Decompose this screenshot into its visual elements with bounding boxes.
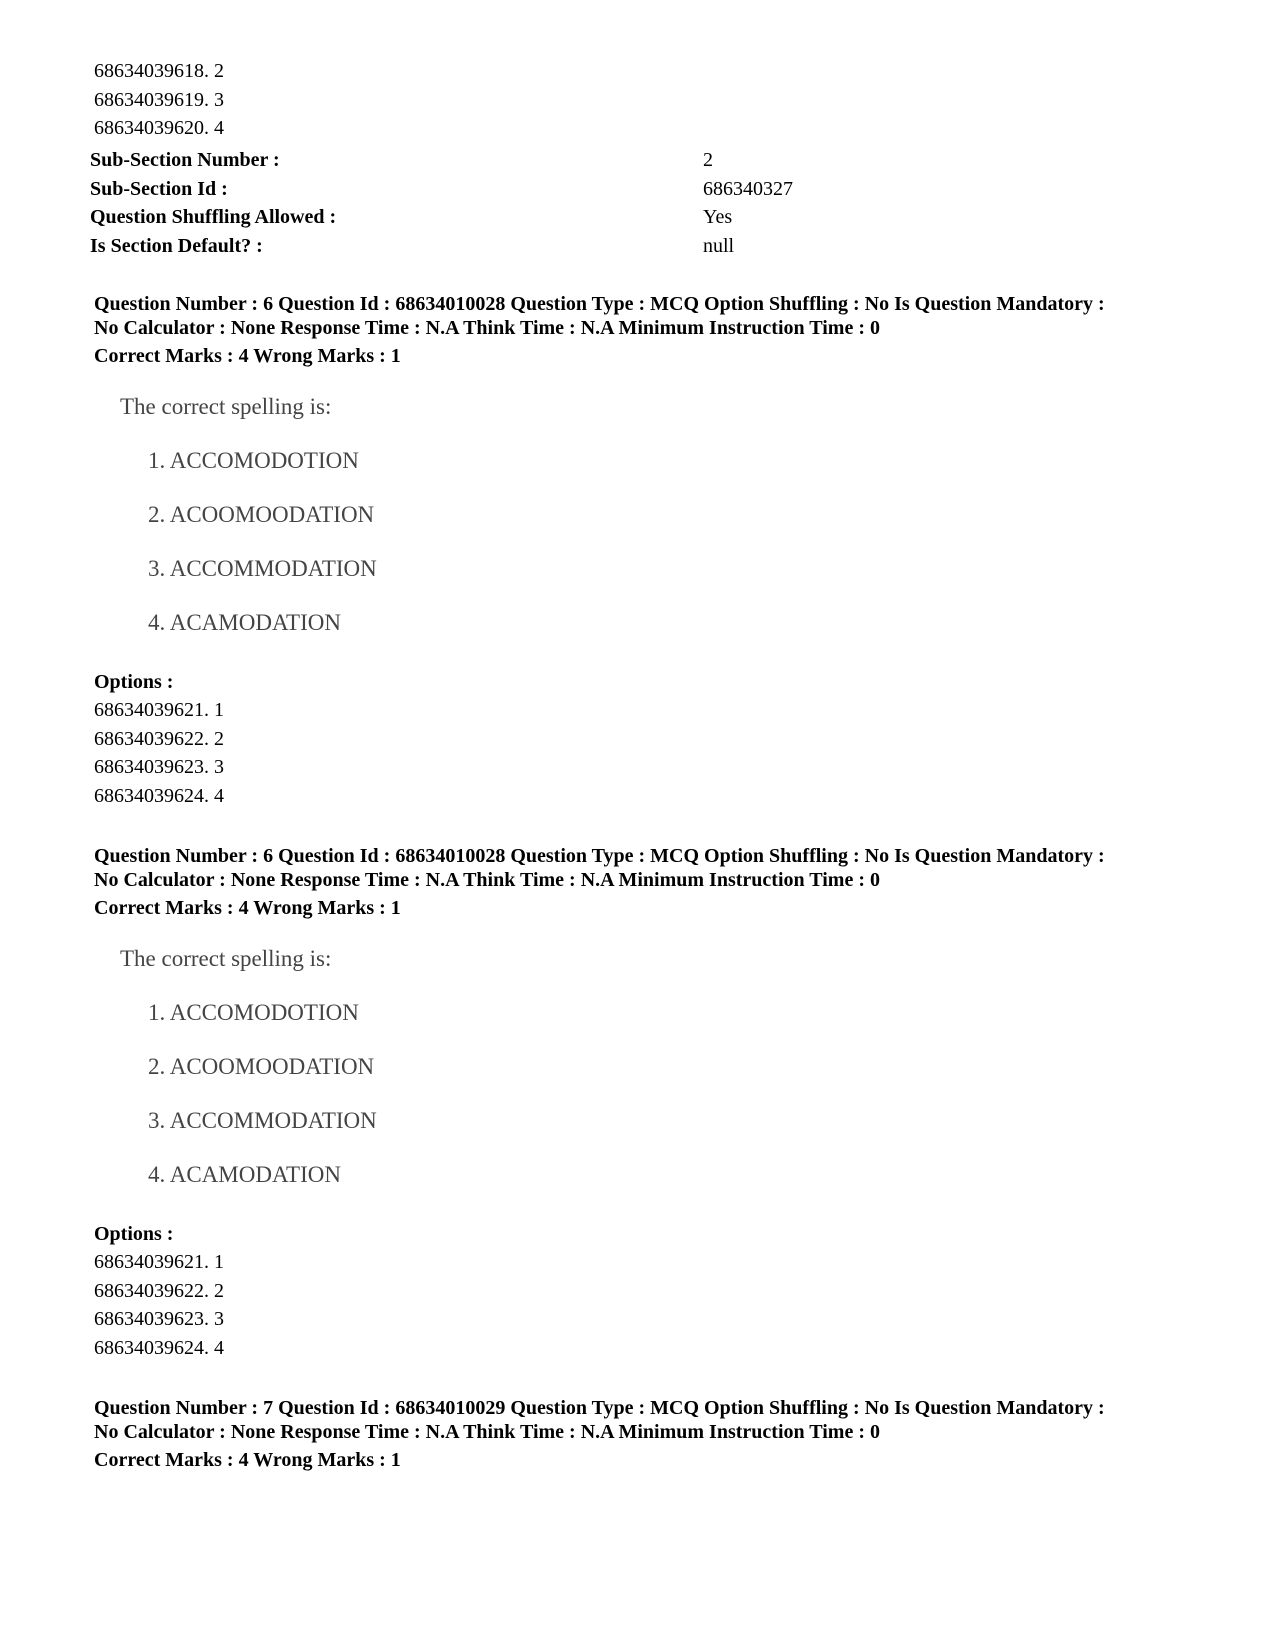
q2-marks: Correct Marks : 4 Wrong Marks : 1 bbox=[94, 897, 401, 919]
q2-options-label: Options : bbox=[94, 1223, 174, 1245]
section-default-label: Is Section Default? : bbox=[90, 235, 263, 257]
q1-choice-2: 2. ACOOMOODATION bbox=[148, 502, 375, 527]
q1-header-line2: No Calculator : None Response Time : N.A Think Time : N.A Minimum Instruction Time : 0 bbox=[94, 317, 880, 339]
q3-header-line1: Question Number : 7 Question Id : 68634010029 Question Type : MCQ Option Shuffling : No Is Question Mandatory : bbox=[94, 1397, 1105, 1419]
q2-choice-3: 3. ACCOMMODATION bbox=[148, 1108, 377, 1133]
q2-header-line2: No Calculator : None Response Time : N.A Think Time : N.A Minimum Instruction Time : 0 bbox=[94, 869, 880, 891]
q2-option-id-4: 68634039624. 4 bbox=[94, 1337, 224, 1359]
prev-option-3: 68634039620. 4 bbox=[94, 117, 224, 139]
q1-option-id-1: 68634039621. 1 bbox=[94, 699, 224, 721]
q1-choice-3: 3. ACCOMMODATION bbox=[148, 556, 377, 581]
q1-option-id-3: 68634039623. 3 bbox=[94, 756, 224, 778]
q2-option-id-1: 68634039621. 1 bbox=[94, 1251, 224, 1273]
q3-marks: Correct Marks : 4 Wrong Marks : 1 bbox=[94, 1449, 401, 1471]
q1-option-id-4: 68634039624. 4 bbox=[94, 785, 224, 807]
subsection-number-label: Sub-Section Number : bbox=[90, 149, 280, 171]
q1-marks: Correct Marks : 4 Wrong Marks : 1 bbox=[94, 345, 401, 367]
q1-stem: The correct spelling is: bbox=[120, 394, 332, 419]
q2-header-line1: Question Number : 6 Question Id : 68634010028 Question Type : MCQ Option Shuffling : No Is Question Mandatory : bbox=[94, 845, 1105, 867]
q1-question-image bbox=[115, 393, 535, 658]
q2-choice-4: 4. ACAMODATION bbox=[148, 1162, 341, 1187]
q1-choice-4: 4. ACAMODATION bbox=[148, 610, 341, 635]
q2-stem: The correct spelling is: bbox=[120, 946, 332, 971]
prev-option-1: 68634039618. 2 bbox=[94, 60, 224, 82]
q3-header-line2: No Calculator : None Response Time : N.A Think Time : N.A Minimum Instruction Time : 0 bbox=[94, 1421, 880, 1443]
question-shuffling-value: Yes bbox=[703, 206, 733, 228]
q1-header-line1: Question Number : 6 Question Id : 68634010028 Question Type : MCQ Option Shuffling : No Is Question Mandatory : bbox=[94, 293, 1105, 315]
prev-option-2: 68634039619. 3 bbox=[94, 89, 224, 111]
q2-choice-1: 1. ACCOMODOTION bbox=[148, 1000, 359, 1025]
q2-question-image bbox=[115, 945, 535, 1210]
subsection-id-value: 686340327 bbox=[703, 178, 793, 200]
question-shuffling-label: Question Shuffling Allowed : bbox=[90, 206, 337, 228]
q1-choice-1: 1. ACCOMODOTION bbox=[148, 448, 359, 473]
subsection-id-label: Sub-Section Id : bbox=[90, 178, 228, 200]
q1-option-id-2: 68634039622. 2 bbox=[94, 728, 224, 750]
q1-options-label: Options : bbox=[94, 671, 174, 693]
section-default-value: null bbox=[703, 235, 735, 257]
q2-option-id-3: 68634039623. 3 bbox=[94, 1308, 224, 1330]
q2-option-id-2: 68634039622. 2 bbox=[94, 1280, 224, 1302]
subsection-number-value: 2 bbox=[703, 149, 713, 171]
q2-choice-2: 2. ACOOMOODATION bbox=[148, 1054, 375, 1079]
